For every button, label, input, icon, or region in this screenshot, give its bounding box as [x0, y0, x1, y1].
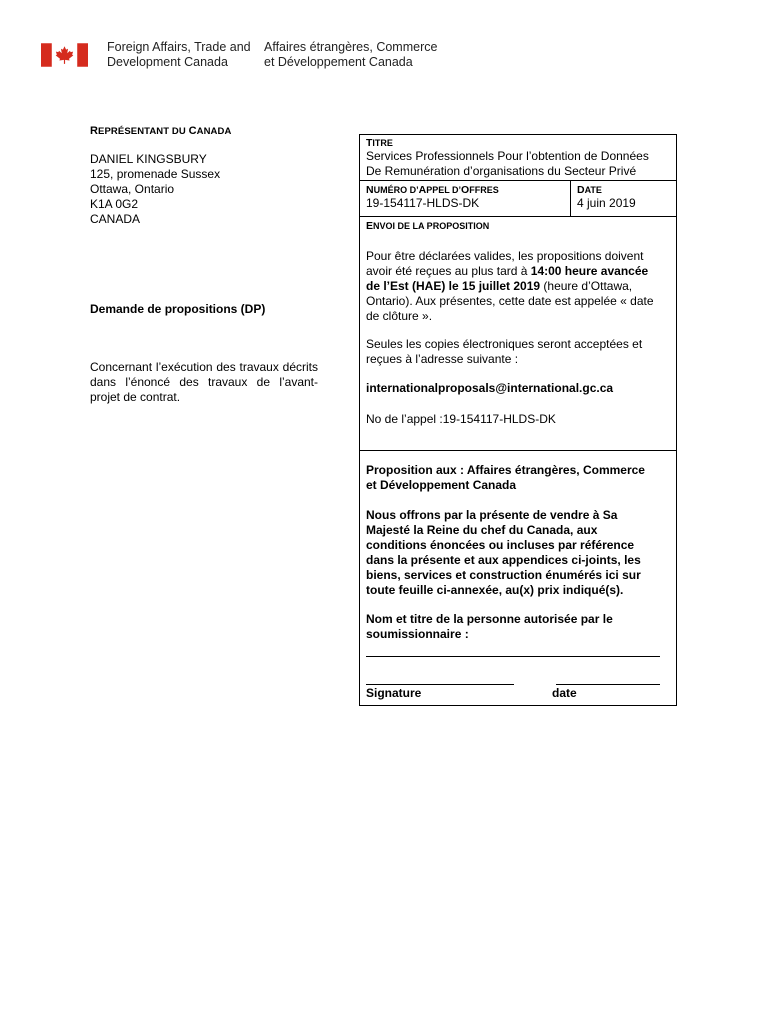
address-line: CANADA [90, 212, 141, 226]
title-label [366, 137, 670, 149]
address-line: DANIEL KINGSBURY [90, 152, 207, 166]
submission-label [366, 220, 489, 232]
solicitation-reference: No de l’appel :19-154117-HLDS-DK [366, 412, 556, 426]
department-name-english [107, 40, 251, 70]
deadline-line [366, 264, 654, 279]
dept-fr-line-1: Affaires étrangères, Commerce [264, 40, 438, 54]
offer-line: conditions énoncées ou incluses par référence [366, 538, 635, 552]
department-name-french [264, 40, 437, 70]
dept-en-line-2: Development Canada [107, 55, 228, 69]
signature-date-label: date [552, 686, 577, 700]
proposal-to-line: et Développement Canada [366, 478, 517, 492]
signature-label: Signature [366, 686, 422, 700]
offer-line: Majesté la Reine du chef du Canada, aux [366, 523, 598, 537]
offer-line: dans la présente et aux appendices ci-joints, les [366, 553, 641, 567]
authorized-person-line: soumissionnaire : [366, 627, 469, 641]
electronic-copies-line: Seules les copies électroniques seront acceptées et [366, 337, 643, 351]
date-line[interactable] [556, 684, 660, 685]
submission-email: internationalproposals@international.gc.ca [366, 381, 614, 395]
deadline-text: avoir été reçues au plus tard à [366, 264, 531, 278]
deadline-text: (heure d’Ottawa, [540, 279, 633, 293]
title-label-cap: T [366, 137, 373, 149]
num-label-rest1: UMÉRO D’ [373, 185, 419, 195]
rfp-title: Demande de propositions (DP) [90, 302, 266, 316]
solicitation-number-value: 19-154117-HLDS-DK [366, 196, 480, 210]
address-line: K1A 0G2 [90, 197, 139, 211]
deadline-date: de l’Est (HAE) le 15 juillet 2019 [366, 279, 541, 293]
rep-label-cap2: C [188, 125, 197, 137]
signature-line[interactable] [366, 684, 514, 685]
proposal-to-line: Proposition aux : Affaires étrangères, Commerce [366, 463, 645, 477]
representative-address [90, 152, 220, 227]
name-title-line[interactable] [366, 656, 660, 657]
num-label-cap2: A [418, 184, 427, 196]
rep-label-cap1: R [90, 125, 99, 137]
offer-line: biens, services et construction énumérés ici sur [366, 568, 641, 582]
deadline-line: Ontario). Aux présentes, cette date est appelée « date [366, 294, 654, 308]
deadline-time: 14:00 heure avancée [530, 264, 649, 278]
date-label-rest: ATE [584, 185, 602, 195]
concern-paragraph: Concernant l’exécution des travaux décrits dans l’énoncé des travaux de l’avant-projet de contrat. [90, 360, 318, 404]
title-label-rest: ITRE [372, 138, 393, 148]
deadline-line [366, 279, 654, 294]
proposal-info-box [359, 134, 677, 706]
num-label-cap3: O [461, 184, 470, 196]
rep-label-rest2: ANADA [196, 126, 232, 137]
deadline-line: Pour être déclarées valides, les propositions doivent [366, 249, 644, 263]
date-cell [571, 181, 676, 217]
electronic-copies-line: reçues à l’adresse suivante : [366, 352, 519, 366]
authorized-person-line: Nom et titre de la personne autorisée par le [366, 612, 613, 626]
num-label-cap1: N [366, 184, 374, 196]
solicitation-number-cell [360, 181, 571, 217]
num-label-rest2: PPEL D’ [426, 185, 462, 195]
title-line: De Remunération d’organisations du Secteur Privé [366, 164, 637, 178]
envoi-label-rest: NVOI DE LA PROPOSITION [373, 221, 490, 231]
title-line: Services Professionnels Pour l’obtention de Données [366, 149, 649, 163]
representative-label [90, 125, 231, 137]
envoi-label-cap: E [366, 220, 374, 232]
offer-line: Nous offrons par la présente de vendre à Sa [366, 508, 618, 522]
offer-line: toute feuille ci-annexée, au(x) prix indiqué(s). [366, 583, 624, 597]
address-line: 125, promenade Sussex [90, 167, 221, 181]
proposal-to [366, 463, 645, 493]
title-cell [360, 135, 676, 181]
date-label-cap: D [577, 184, 585, 196]
deadline-line: de clôture ». [366, 309, 433, 323]
address-line: Ottawa, Ontario [90, 182, 175, 196]
deadline-paragraph [366, 249, 654, 324]
solicitation-number-label [366, 184, 564, 196]
num-label-rest3: FFRES [469, 185, 499, 195]
electronic-copies-paragraph [366, 337, 642, 367]
rep-label-rest1: EPRÉSENTANT DU [98, 126, 189, 137]
canada-flag-icon [41, 43, 88, 67]
dept-fr-line-2: et Développement Canada [264, 55, 413, 69]
section-divider [360, 450, 676, 451]
date-label [577, 184, 670, 196]
authorized-person-label [366, 612, 613, 642]
date-value: 4 juin 2019 [577, 196, 636, 210]
offer-paragraph [366, 508, 641, 598]
dept-en-line-1: Foreign Affairs, Trade and [107, 40, 251, 54]
